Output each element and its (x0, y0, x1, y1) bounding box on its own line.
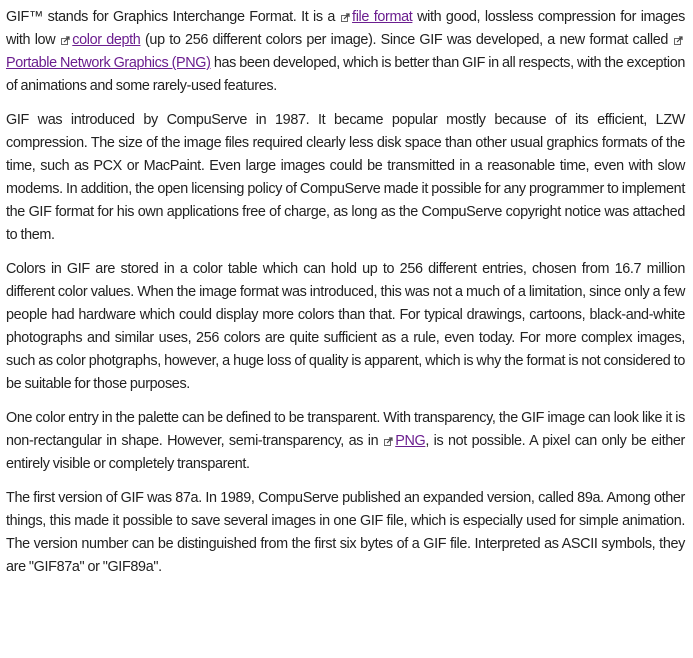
paragraph-introduction (6, 6, 685, 98)
paragraph-transparency (6, 407, 685, 476)
paragraph-history: GIF was introduced by CompuServe in 1987. It became popular mostly because of its efficient, LZW compression. The size of the image files required clearly less disk space than other usual graphics formats of the time, such as PCX or MacPaint. Even large images could be transmitted in a reasonable time, even with slow modems. In addition, the open licensing policy of CompuServe made it possible for any programmer to implement the GIF format for his own applications free of charge, as long as the CompuServe copyright notice was attached to them. (6, 112, 685, 243)
paragraph-text: (up to 256 different colors per image). Since GIF was developed, a new format called (144, 32, 669, 48)
paragraph-color-table: Colors in GIF are stored in a color table which can hold up to 256 different entries, chosen from 16.7 million different color values. When the image format was introduced, this was not a much of a limitation, since only a few people had hardware which could display more colors than that. For typical drawings, cartoons, black-and-white photographs and similar uses, 256 colors are quite sufficient as a rule, even today. For more complex images, such as color photgraphs, however, a huge loss of quality is apparent, which is why the format is not considered to be suitable for those purposes. (6, 261, 685, 392)
external-link-icon (384, 437, 393, 446)
external-link-icon (61, 36, 70, 45)
external-link-icon (341, 13, 350, 22)
paragraph-text: GIF™ stands for Graphics Interchange Format. It is a (6, 9, 336, 25)
png-link[interactable]: PNG (395, 433, 426, 449)
portable-network-graphics-link[interactable]: Portable Network Graphics (PNG) (6, 55, 211, 71)
paragraph-text: , is not possible. A pixel can only be either entirely visible or completely transparent. (6, 433, 685, 472)
file-format-link[interactable]: file format (352, 9, 413, 25)
color-depth-link[interactable]: color depth (72, 32, 141, 48)
external-link-icon (674, 36, 683, 45)
paragraph-text: has been developed, which is better than GIF in all respects, with the exception of animations and some rarely-used features. (6, 55, 686, 94)
paragraph-text: One color entry in the palette can be defined to be transparent. With transparency, the GIF image can look like it is non-rectangular in shape. However, semi-transparency, as in (6, 410, 685, 449)
paragraph-versions: The first version of GIF was 87a. In 1989, CompuServe published an expanded version, called 89a. Among other things, this made it possible to save several images in one GIF file, which is especially used for simple animation. The version number can be distinguished from the first six bytes of a GIF file. Interpreted as ASCII symbols, they are "GIF87a" or "GIF89a". (6, 490, 685, 575)
paragraph-text: with good, lossless compression for images with low (6, 9, 685, 48)
